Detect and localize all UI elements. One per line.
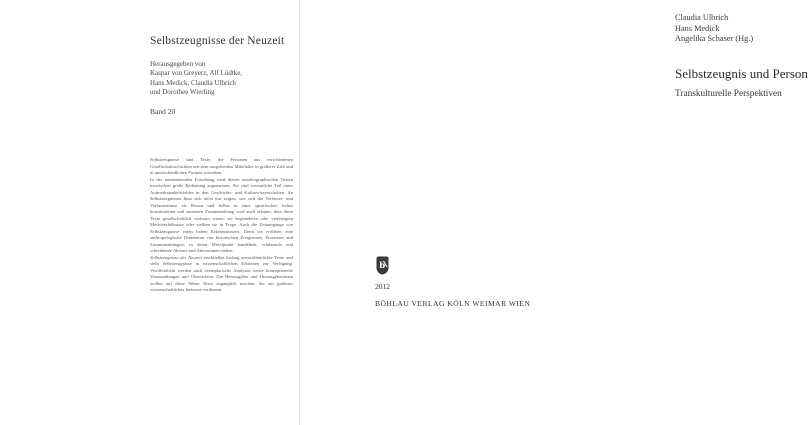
- description-paragraph: [150, 255, 293, 294]
- editors-line: und Dorothee Wierling: [150, 87, 215, 96]
- left-page: [0, 0, 300, 425]
- description-paragraph: In der internationalen Forschung wird diesen autobiographischen Texten inzwischen große Bedeutung zugemessen. Sie sind wesentliche Teil eines Aufmerksamkeitsfeldes in den Geschichts- und Kulturwissenschaften. An Selbstzeugnissen lässt sich nicht nur zeigen, wie sich die Verfasser- und Verfasserinnen als Person und Selbst in einer spezifischer, kultur konstituierten und situierten Zusammenhang wird auch erkannt, dass diese Texte gesellschaftlich wirksam waren: sie begründeten oder verfestigten Machtverhältnisse oder stellten sie in Frage. Auch die Zeitumgänge von Selbstzeugnisse einen hohen Erkenntniswert. Denn sie eröffnen eine anthropologische Dimension von historischen Ereignissen, Prozessen und Zusammenhängen, in deren Mittelpunkt handelnde, erfahrende und schreibende Akteure und Akteurinnen stehen.: [150, 176, 293, 253]
- series-description: [150, 157, 293, 294]
- book-subtitle: Transkulturelle Perspektiven: [675, 89, 782, 99]
- editors-line: Hans Medick, Claudia Ulbrich: [150, 78, 236, 87]
- description-paragraph: Selbstzeugnisse sind Texte, die Personen aus verschiedenen Gesellschaftsschichten seit dem ausgehenden Mittelalter in größerer Zahl und in unterschiedlichen Formen schrieben.: [150, 157, 293, 175]
- editors-line: Kaspar von Greyerz, Alf Lüdtke,: [150, 69, 243, 78]
- book-title: Selbstzeugnis und Person: [675, 66, 808, 81]
- series-title: Selbstzeugnisse der Neuzeit: [150, 35, 285, 47]
- publisher-name: BÖHLAU VERLAG KÖLN WEIMAR WIEN: [375, 299, 531, 308]
- editor-name: Hans Medick: [675, 23, 720, 33]
- book-editors: [675, 13, 753, 45]
- publisher-logo-icon: [375, 256, 390, 275]
- volume-number: Band 20: [150, 107, 176, 116]
- right-page: [300, 0, 808, 425]
- editor-name: Claudia Ulbrich: [675, 13, 729, 22]
- editor-name: Angelika Schaser (Hg.): [675, 34, 754, 43]
- svg-text:b: b: [379, 261, 386, 271]
- series-editors: [150, 60, 295, 97]
- series-name-emphasis: Selbstzeugnisse der Neuzeit: [150, 254, 202, 260]
- publication-year: 2012: [375, 282, 390, 291]
- editors-line: Herausgegeben von: [150, 60, 206, 68]
- description-text: erschließen bislang unveröffentlichte Texte und stellt Selbstzeugnisse in wissenschaftlichen Editionen zur Verfügung. Veröffentlicht werden auch exemplarische Analysen sowie konzeptionelle Veranstaltungen und Übersichten. Die Herausgeber und Herausgeberinnen wollen auf diese Weise Texte zugänglich machen, die ein größeres wissenschaftliches Interesse verdienen.: [150, 254, 294, 292]
